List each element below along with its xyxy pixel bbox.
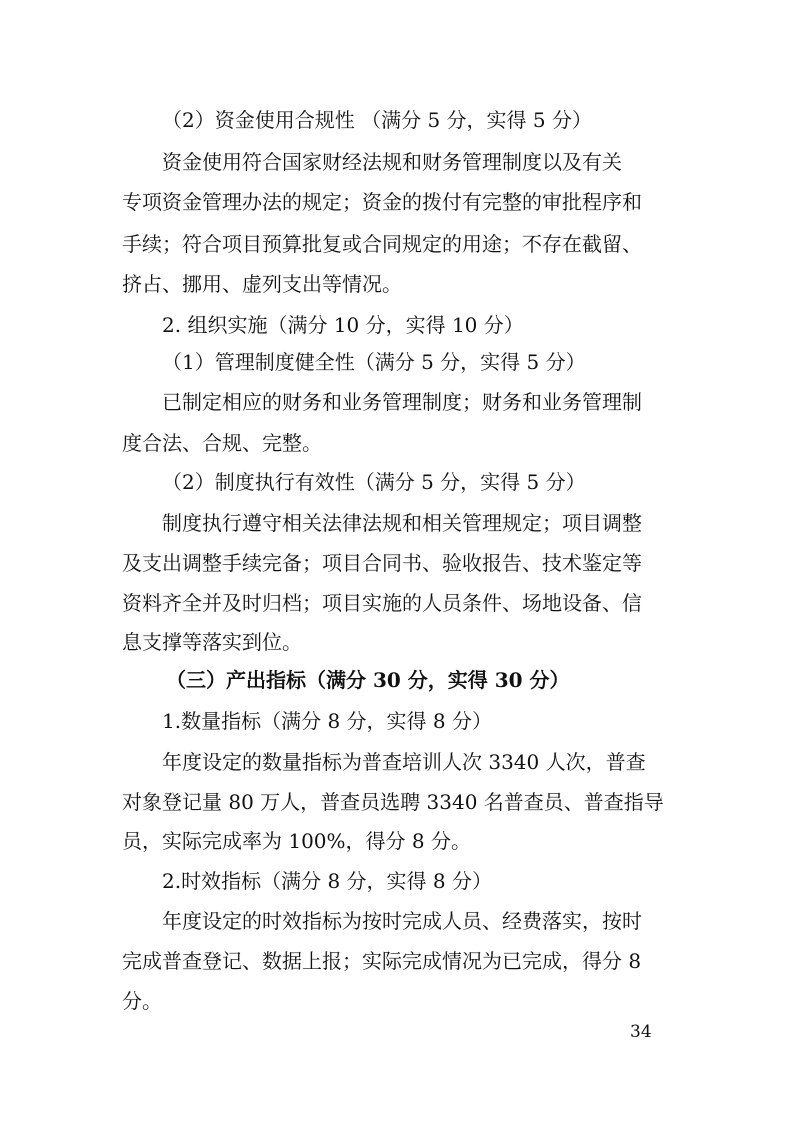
paragraph-line: 专项资金管理办法的规定；资金的拨付有完整的审批程序和	[122, 190, 642, 214]
heading-system-execution: （2）制度执行有效性（满分 5 分，实得 5 分）	[162, 470, 586, 494]
paragraph-line: 员，实际完成率为 100%，得分 8 分。	[122, 829, 471, 853]
paragraph-line: 手续；符合项目预算批复或合同规定的用途；不存在截留、	[122, 232, 642, 256]
section-heading-output-indicators: （三）产出指标（满分 30 分，实得 30 分）	[166, 668, 570, 692]
paragraph-line: 年度设定的时效指标为按时完成人员、经费落实，按时	[162, 909, 642, 933]
paragraph-line: 对象登记量 80 万人，普查员选聘 3340 名普查员、普查指导	[122, 790, 664, 814]
heading-management-system: （1）管理制度健全性（满分 5 分，实得 5 分）	[162, 350, 586, 374]
paragraph-line: 年度设定的数量指标为普查培训人次 3340 人次，普查	[162, 750, 646, 774]
heading-funds-compliance: （2）资金使用合规性 （满分 5 分，实得 5 分）	[162, 108, 592, 132]
heading-timeliness-indicator: 2.时效指标（满分 8 分，实得 8 分）	[162, 869, 492, 893]
page-number: 34	[630, 1022, 652, 1042]
heading-quantity-indicator: 1.数量指标（满分 8 分，实得 8 分）	[162, 709, 492, 733]
paragraph-line: 挤占、挪用、虚列支出等情况。	[122, 272, 402, 296]
paragraph-line: 制度执行遵守相关法律法规和相关管理规定；项目调整	[162, 511, 642, 535]
paragraph-line: 完成普查登记、数据上报；实际完成情况为已完成，得分 8	[122, 949, 642, 973]
paragraph-line: 息支撑等落实到位。	[122, 630, 302, 654]
paragraph-line: 已制定相应的财务和业务管理制度；财务和业务管理制	[162, 390, 642, 414]
paragraph-line: 度合法、合规、完整。	[122, 431, 322, 455]
paragraph-line: 资金使用符合国家财经法规和财务管理制度以及有关	[162, 150, 622, 174]
heading-organization-implementation: 2. 组织实施（满分 10 分，实得 10 分）	[162, 313, 524, 337]
paragraph-line: 分。	[122, 989, 162, 1013]
paragraph-line: 及支出调整手续完备；项目合同书、验收报告、技术鉴定等	[122, 551, 642, 575]
paragraph-line: 资料齐全并及时归档；项目实施的人员条件、场地设备、信	[122, 591, 642, 615]
